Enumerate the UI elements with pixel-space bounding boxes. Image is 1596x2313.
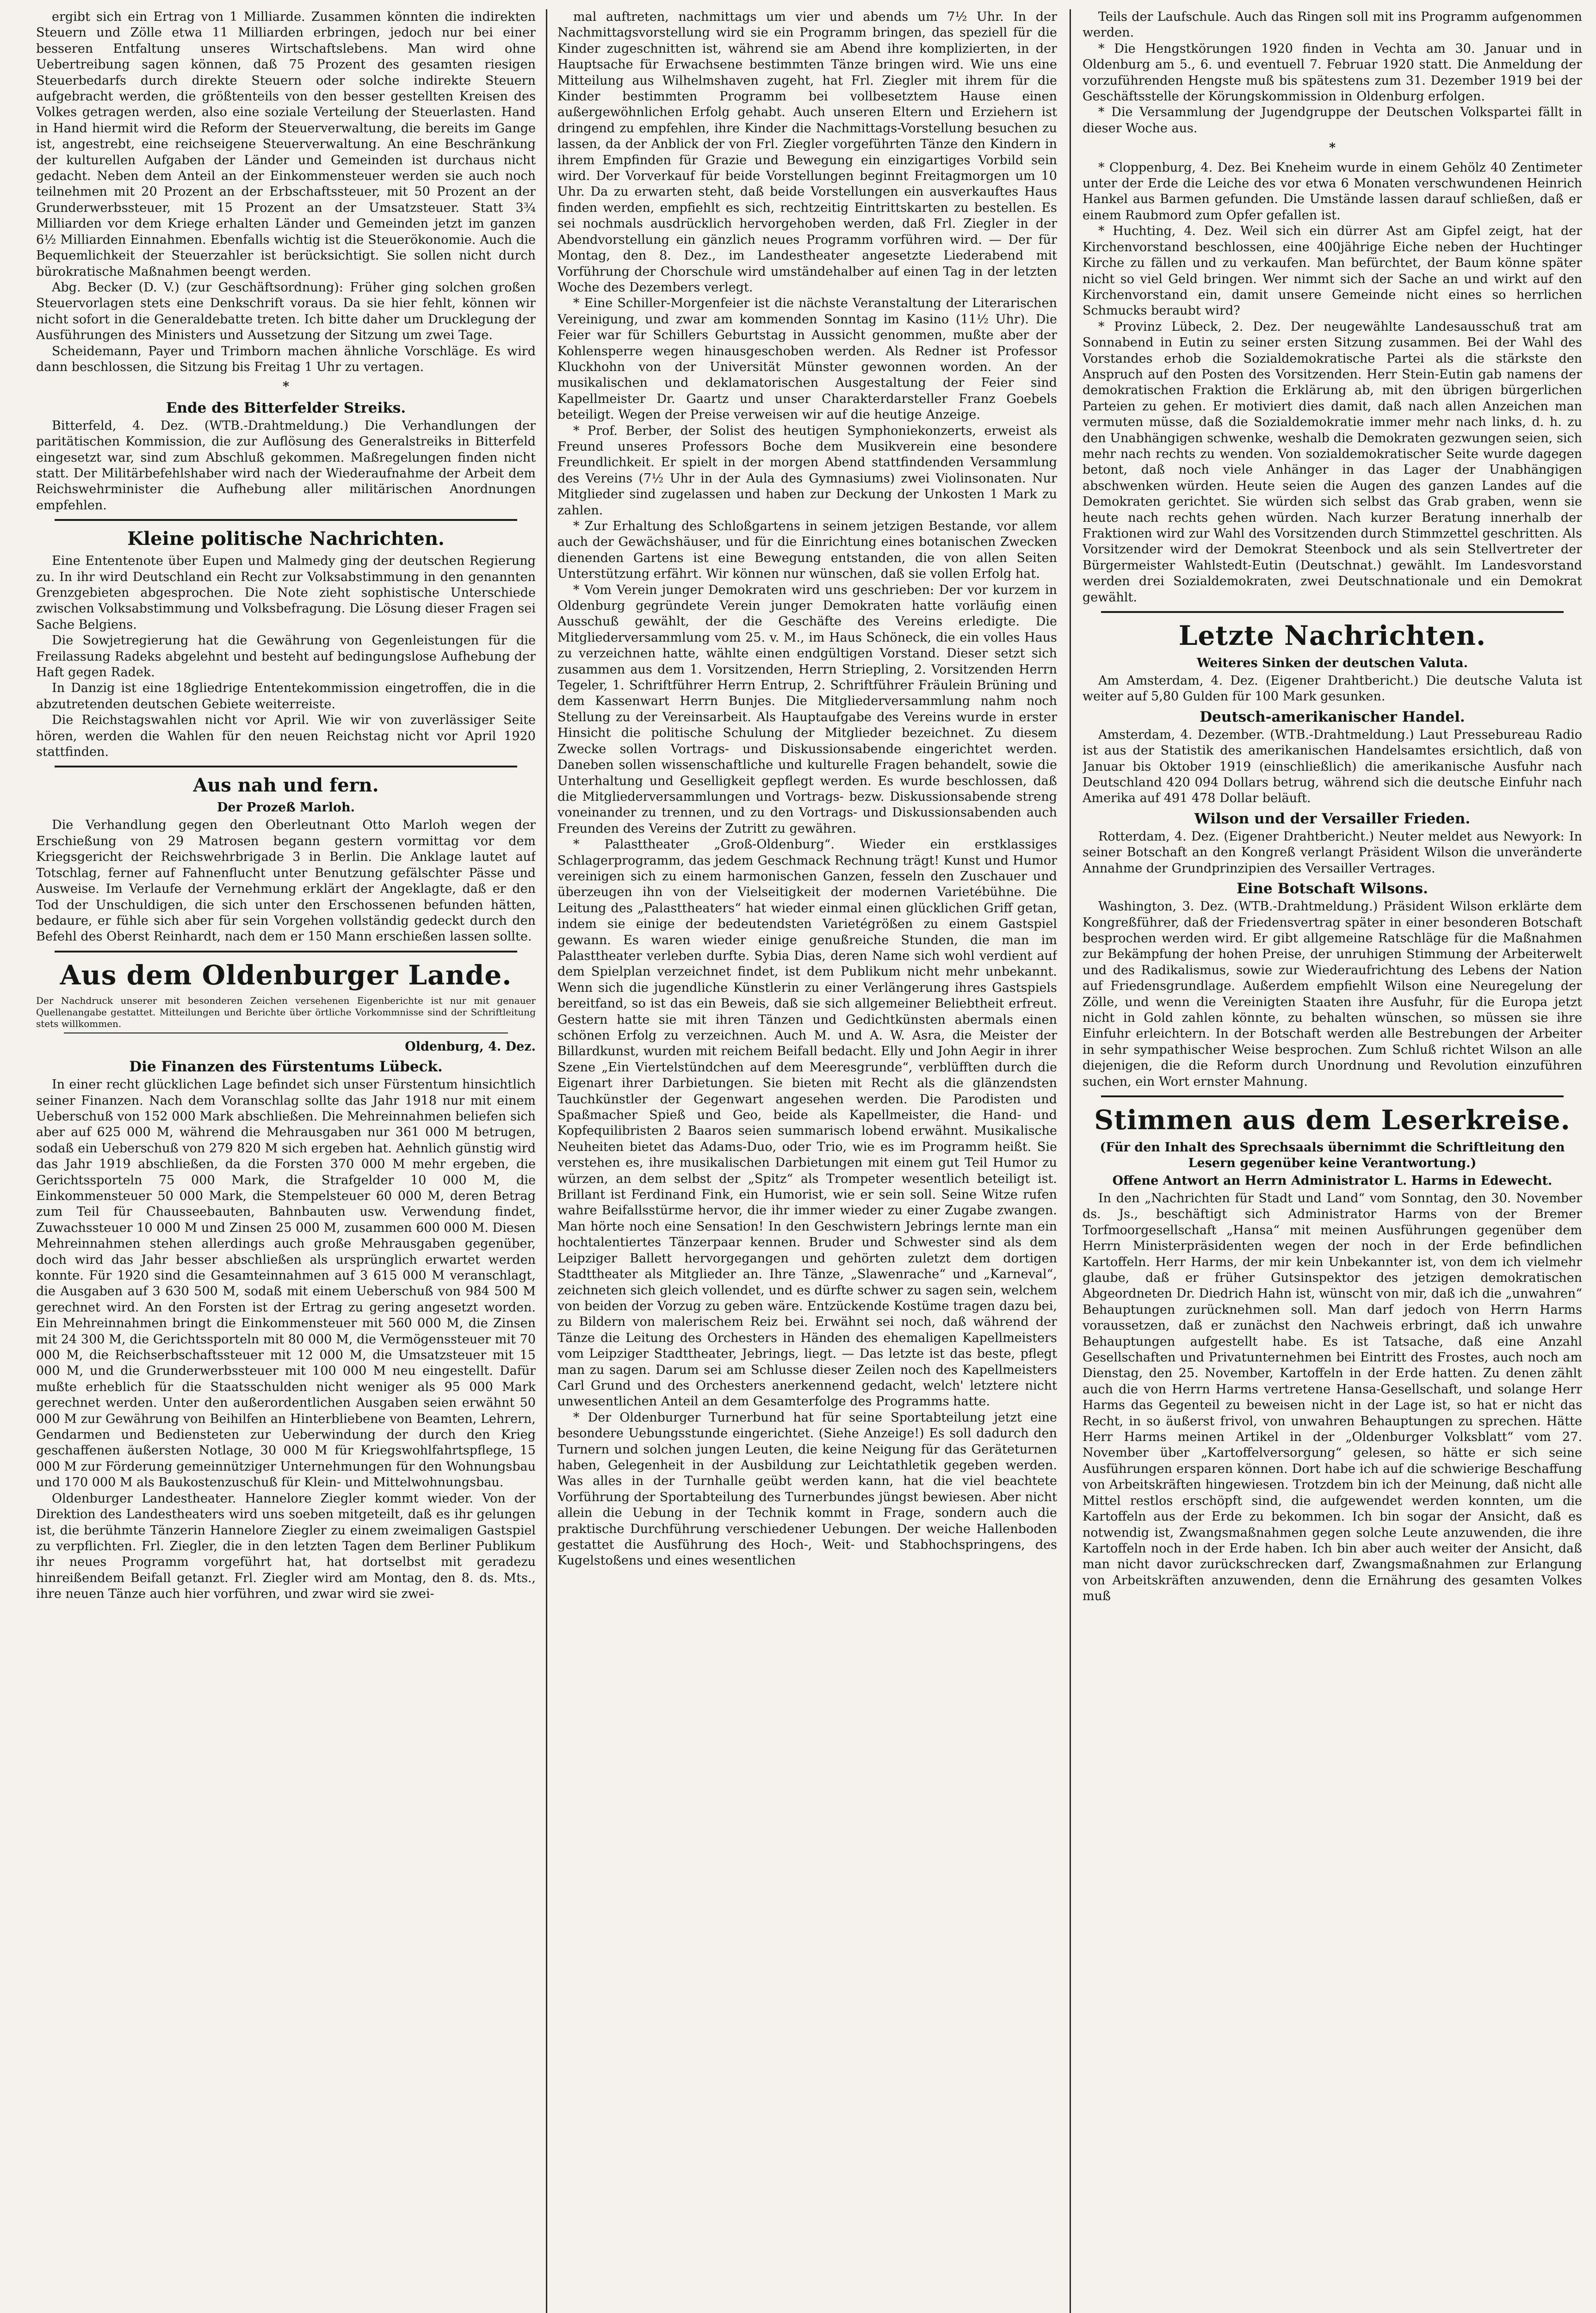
article-paragraph: Amsterdam, 4. Dezember. (WTB.-Drahtmeldung.) Laut Pressebureau Radio ist aus der Statistik des amerikanischen Handelsamtes ersichtlich, daß von Januar bis Oktober 1919 (einschließlich) die amerikanische Ausfuhr nach Deutschland 420 094 Dollars betrug, während sich die deutsche Einfuhr nach Amerika auf 491 478 Dollar beläuft.: [1083, 727, 1582, 806]
dateline: Oldenburg, 4. Dez.: [405, 1039, 536, 1054]
article-paragraph: Abg. Becker (D. V.) (zur Geschäftsordnung): Früher ging solchen großen Steuervorlagen stets eine Denkschrift voraus. Da sie hier fehlt, können wir nicht sofort in die Generaldebatte treten. Ich bitte daher um Drucklegung der Ausführungen des Ministers und Aussetzung der Sitzung um zwei Tage.: [36, 280, 536, 343]
headline-finanzen-luebeck: Die Finanzen des Fürstentums Lübeck.: [129, 1058, 443, 1076]
headline-kleine-nachrichten: Kleine politische Nachrichten.: [127, 528, 445, 550]
divider: [1101, 611, 1564, 613]
subheadline-valuta: Weiteres Sinken der deutschen Valuta.: [1196, 656, 1468, 671]
divider: [55, 519, 517, 521]
article-paragraph: In Danzig ist eine 18gliedrige Ententekommission eingetroffen, die in die abzutretenden deutschen Gebiete weiterreiste.: [36, 681, 536, 711]
article-paragraph: * Provinz Lübeck, 2. Dez. Der neugewählte Landesausschuß trat am Sonnabend in Eutin zu seiner ersten Sitzung zusammen. Bei der Wahl des Vorstandes erhob die Sozialdemokratische Partei als die stärkste den Anspruch auf den Posten des Vorsitzenden. Herr Stein-Eutin gab namens der demokratischen Fraktion die Erklärung ab, mit den übrigen bürgerlichen Parteien zu gehen. Er motiviert dies damit, daß nach allen Anzeichen man vermuten müsse, daß die Sozialdemokratie immer mehr nach links, d. h. zu den Unabhängigen schwenke, weshalb die Demokraten gezwungen seien, sich mehr nach rechts zu wenden. Von sozialdemokratischer Seite wurde dagegen betont, daß noch viele Anhänger in das Lager der Unabhängigen abschwenken würden. Heute seien die Augen des ganzen Landes auf die Demokraten gerichtet. Sie würden sich selbst das Grab graben, wenn sie heute nach rechts gehen würden. Nach kurzer Beratung innerhalb der Fraktionen wird zur Wahl des Vorsitzenden durch Stimmzettel geschritten. Als Vorsitzender wird der Demokrat Steenbock und als sein Stellvertreter der Bürgermeister Wahlstedt-Eutin (Deutschnat.) gewählt. Im Landesvorstand werden drei Sozialdemokraten, zwei Deutschnationale und ein Demokrat gewählt.: [1083, 319, 1582, 605]
article-paragraph: Scheidemann, Payer und Trimborn machen ähnliche Vorschläge. Es wird dann beschlossen, die Sitzung bis Freitag 1 Uhr zu vertagen.: [36, 344, 536, 374]
article-paragraph: In einer recht glücklichen Lage befindet sich unser Fürstentum hinsichtlich seiner Finanzen. Nach dem Voranschlag sollte das Jahr 1918 nur mit einem Ueberschuß von 152 000 Mark abschließen. Die Mehreinnahmen beliefen sich aber auf 625 000 M, während die Mehrausgaben nur 361 000 M betrugen, sodaß ein Ueberschuß von 279 820 M sich ergeben hat. Aehnlich günstig wird das Jahr 1919 abschließen, da die Forsten 370 000 M mehr ergeben, die Gerichtssporteln 75 000 Mark, die Strafgelder 10 000 M, die Einkommensteuer 50 000 Mark, die Stempelsteuer 60 000 M, deren Betrag zum Teil für Chausseebauten, Bahnbauten usw. Verwendung findet, Zuwachssteuer 10 000 M und Zinsen 25 000 M, zusammen 600 000 M. Diesen Mehreinnahmen stehen allerdings auch große Mehrausgaben gegenüber, doch wird das Jahr besser abschließen als ursprünglich erwartet werden konnte. Für 1920 sind die Gesamteinnahmen auf 3 615 000 M veranschlagt, die Ausgaben auf 3 630 500 M, sodaß mit einem Ueberschuß von 984 500 M gerechnet wird. An den Forsten ist der Ertrag zu gering angesetzt worden. Ein Mehreinnahmen bringt die Einkommensteuer mit 560 000 M, die Zinsen mit 24 300 M, die Gerichtssporteln mit 80 000 M, die Vermögenssteuer mit 70 000 M, die Reichserbschaftssteuer mit 12 000 M, die Umsatzsteuer mit 15 000 M, und die Grunderwerbssteuer mit 100 000 M neu eingestellt. Dafür mußte erheblich für die Staatsschulden nicht weniger als 95 000 Mark gerechnet werden. Unter den außerordentlichen Ausgaben seien erwähnt 50 000 M zur Gewährung von Beihilfen an Hinterbliebene von Beamten, Lehrern, Gendarmen und Bediensteten zur Ueberwindung der durch den Krieg geschaffenen äußersten Notlage, 30 000 M für Kriegswohlfahrtspflege, 15 000 M zur Förderung gemeinnütziger Unternehmungen für den Wohnungsbau und 170 000 M als Baukostenzuschuß für Klein- und Mittelwohnungsbau.: [36, 1077, 536, 1490]
article-paragraph: * Palasttheater „Groß-Oldenburg“. Wieder ein erstklassiges Schlagerprogramm, das jedem Geschmack Rechnung trägt! Kunst und Humor vereinigen sich zu einem harmonischen Ganzen, fesseln den Zuschauer und überzeugen ihn von der Vielseitigkeit der modernen Varietébühne. Die Leitung des „Palasttheaters“ hat wieder einmal einen glücklichen Griff getan, indem sie einige der bedeutendsten Varietégrößen zu einem Gastspiel gewann. Es waren wieder einige genußreiche Stunden, die man im Palasttheater verleben durfte. Sybia Dias, deren Name sich wohl verdient auf dem Spielplan verzeichnet findet, ist dem Publikum nicht mehr unbekannt. Wenn sich die jugendliche Künstlerin zu einer Verlängerung ihres Gastspiels bereitfand, so ist das ein Beweis, daß sie sich allgemeiner Beliebtheit erfreut. Gestern hatte sie mit ihren Tänzen und Gedichtkünsten abermals einen schönen Erfolg zu verzeichnen. Auch M. und A. W. Asra, die Meister der Billardkunst, wurden mit reichem Beifall bedacht. Elly und John Aegir in ihrer Szene „Ein Viertelstündchen auf dem Meeresgrunde“, verblüfften durch die Eigenart ihrer Darbietungen. Sie bieten mit Recht als die glänzendsten Tauchkünstler der Gegenwart angesehen werden. Die Parodisten und Spaßmacher Spieß und Geo, beide als Kapellmeister, die Hand- und Kopfequilibristen 2 Baaros seien summarisch lobend erwähnt. Musikalische Neuheiten bietet das Adams-Duo, oder Trio, wie es im Programm heißt. Sie verstehen es, ihre musikalischen Darbietungen mit einem gut Teil Humor zu würzen, an dem selbst der „Spitz“ als Trompeter wesentlich beteiligt ist. Brillant ist Ferdinand Fink, ein Humorist, wie er sein soll. Seine Witze rufen wahre Beifallsstürme hervor, die ihr immer wieder zu einer Zugabe zwangen. Man hörte noch eine Sensation! In den Geschwistern Jebrings lernte man ein hochtalentiertes Tänzerpaar kennen. Bruder und Schwester sind als dem Leipziger Ballett hervorgegangen und gehörten zuletzt dem dortigen Stadttheater als Mitglieder an. Ihre Tänze, „Slawenrache“ und „Karneval“, zeichneten sich gleich vollendet, und es dürfte schwer zu sagen sein, welchem von beiden der Vorzug zu geben wäre. Entzückende Kostüme tragen dazu bei, zu Bildern von malerischem Reiz bei. Erwähnt sei noch, daß während der Tänze die Leitung des Orchesters in Händen des ehemaligen Kapellmeisters vom Leipziger Stadttheater, Jebrings, liegt. — Das letzte ist das beste, pflegt man zu sagen. Darum sei am Schlusse dieser Zeilen noch des Kapellmeisters Carl Grund und des Orchesters anerkennend gedacht, welch' letztere nicht unwesentlichen Anteil an dem Gesamterfolge des Programms hatte.: [557, 837, 1057, 1409]
article-paragraph: In den „Nachrichten für Stadt und Land“ vom Sonntag, den 30. November ds. Js., beschäftigt sich Administrator Harms von der Bremer Torfmoorgesellschaft „Hansa“ mit meinen Ausführungen gegenüber dem Herrn Ministerpräsidenten wegen der noch in der Erde befindlichen Kartoffeln. Herr Harms, der mir kein Unbekannter ist, von dem ich vielmehr glaube, daß er früher Gutsinspektor des jetzigen demokratischen Abgeordneten Dr. Diedrich Hahn ist, wünscht von mir, daß ich die „unwahren“ Behauptungen zurücknehmen soll. Man darf jedoch von Herrn Harms voraussetzen, daß er zunächst den Nachweis erbringt, daß ich unwahre Behauptungen aufgestellt habe. Es ist Tatsache, daß eine Anzahl Gesellschaften und Privatunternehmen bei Eintritt des Frostes, auch noch am Dienstag, den 25. November, Kartoffeln in der Erde hatten. Zu denen zählt auch die von Herrn Harms vertretene Hansa-Gesellschaft, und solange Herr Harms das Gegenteil zu beweisen nicht in der Lage ist, so hat er nicht das Recht, in so äußerst frivol, von unwahren Behauptungen zu sprechen. Hätte Herr Harms meinen Artikel in der „Oldenburger Volksblatt“ vom 27. November über „Kartoffelversorgung“ gelesen, so hätte er sich seine Ausführungen ersparen können. Dort habe ich auf die schwierige Beschaffung von Arbeitskräften hingewiesen. Trotzdem bin ich der Meinung, daß nicht alle Mittel restlos erschöpft sind, die aufgewendet werden konnten, um die Kartoffeln aus der Erde zu bekommen. Ich bin sogar der Ansicht, daß es notwendig ist, Zwangsmaßnahmen gegen solche Leute anzuwenden, die ihre Kartoffeln noch in der Erde haben. Ich bin aber auch weiter der Ansicht, daß man nicht davor zurückschrecken darf, Zwangsmaßnahmen zur Erlangung von Arbeitskräften anzuwenden, denn die Ernährung des gesamten Volkes muß: [1083, 1191, 1582, 1604]
divider: [1101, 1095, 1564, 1097]
article-paragraph: Bitterfeld, 4. Dez. (WTB.-Drahtmeldung.) Die Verhandlungen der paritätischen Kommission, die zur Auflösung des Generalstreiks in Bitterfeld eingesetzt war, sind zum Abschluß gekommen. Maßregelungen finden nicht statt. Der Militärbefehlshaber wird nach der Wiederaufnahme der Arbeit dem Reichswehrminister die Aufhebung aller militärischen Anordnungen empfehlen.: [36, 418, 536, 513]
subheadline-handel: Deutsch-amerikanischer Handel.: [1200, 708, 1465, 725]
column-rule: [546, 9, 547, 2313]
article-paragraph: Washington, 3. Dez. (WTB.-Drahtmeldung.) Präsident Wilson erklärte dem Kongreßführer, daß der Friedensvertrag später in einer besonderen Botschaft besprochen werden wird. Er gibt allgemeine Ratschläge für die Maßnahmen zur Bekämpfung der hohen Preise, der unruhigen Stimmung der Arbeiterwelt und des Radikalismus, sowie zur Wiederaufrichtung des Lebens der Nation auf Friedensgrundlage. Außerdem empfiehlt Wilson eine Neuregelung der Zölle, und wenn die Vereinigten Staaten ihre Ausfuhr, für die Europa jetzt nicht in Gold zahlen könnte, zu behalten wünschen, so müssen sie ihre Einfuhr erleichtern. In der Botschaft werden alle Bestrebungen der Arbeiter in sehr sympathischer Weise besprochen. Zum Schluß richtet Wilson an alle diejenigen, die die Reform durch Unordnung und Revolution einzuführen suchen, ein Wort ernster Mahnung.: [1083, 899, 1582, 1089]
headline-bitterfeld: Ende des Bitterfelder Streiks.: [166, 399, 406, 416]
article-paragraph: Am Amsterdam, 4. Dez. (Eigener Drahtbericht.) Die deutsche Valuta ist weiter auf 5,80 Gulden für 100 Mark gesunken.: [1083, 674, 1582, 704]
subheadline-wilson-frieden: Wilson und der Versailler Frieden.: [1194, 810, 1471, 827]
subheadline-prozess-marloh: Der Prozeß Marloh.: [217, 800, 355, 815]
article-paragraph: * Prof. Berber, der Solist des heutigen Symphoniekonzerts, erweist als Freund unseres Professors Boche dem Musikverein eine besondere Freundlichkeit. Er spielt in der morgen Abend stattfindenden Versammlung des Vereins (7½ Uhr in der Aula des Gymnasiums) zwei Violinsonaten. Nur Mitglieder sind zugelassen und haben zur Deckung der Unkosten 1 Mark zu zahlen.: [557, 423, 1057, 518]
article-paragraph: Eine Ententenote über Eupen und Malmedy ging der deutschen Regierung zu. In ihr wird Deutschland ein Recht zur Volksabstimmung in den genannten Grenzgebieten abgesprochen. Die Note zieht sophistische Unterschiede zwischen Volksabstimmung und Volksbefragung. Die Lösung dieser Fragen sei Sache Belgiens.: [36, 554, 536, 632]
subheadline-botschaft-wilsons: Eine Botschaft Wilsons.: [1237, 880, 1428, 897]
article-paragraph: * Eine Schiller-Morgenfeier ist die nächste Veranstaltung der Literarischen Vereinigung, und zwar am kommenden Sonntag im Kasino (11½ Uhr). Die Feier war für Schillers Geburtstag in Aussicht genommen, mußte aber der Kohlensperre wegen hinausgeschoben werden. Als Redner ist Professor Kluckhohn von der Universität Münster gewonnen worden. An der musikalischen und deklamatorischen Ausgestaltung der Feier sind Kapellmeister Dr. Gaartz und unser Charakterdarsteller Franz Goebels beteiligt. Wegen der Preise verweisen wir auf die heutige Anzeige.: [557, 296, 1057, 422]
headline-aus-nah-und-fern: Aus nah und fern.: [193, 774, 379, 797]
subheadline-offene-antwort: Offene Antwort an Herrn Administrator L. Harms in Edewecht.: [1112, 1173, 1553, 1188]
article-paragraph: Teils der Laufschule. Auch das Ringen soll mit ins Programm aufgenommen werden.: [1083, 10, 1582, 40]
headline-letzte-nachrichten: Letzte Nachrichten.: [1178, 620, 1486, 652]
article-paragraph: ergibt sich ein Ertrag von 1 Milliarde. Zusammen könnten die indirekten Steuern und Zölle etwa 11 Milliarden erbringen, jedoch nur bei einer besseren Entfaltung unseres Wirtschaftslebens. Man wird ohne Uebertreibung sagen können, daß 75 Prozent des gesamten riesigen Steuerbedarfs durch direkte Steuern oder solche indirekte Steuern aufgebracht werden, die größtenteils von den besser gestellten Kreisen des Volkes getragen werden, also eine soziale Verteilung der Steuerlasten. Hand in Hand hiermit wird die Reform der Steuerverwaltung, die bereits im Gange ist, angestrebt, eine reichseigene Steuerverwaltung. An eine Beschränkung der kulturellen Aufgaben der Länder und Gemeinden ist durchaus nicht gedacht. Neben dem Anteil an der Einkommensteuer werden sie auch noch teilnehmen mit 20 Prozent an der Erbschaftssteuer, mit 50 Prozent an der Grunderwerbssteuer, mit 15 Prozent an der Umsatzsteuer. Statt 3¾ Milliarden vor dem Kriege erhalten Länder und Gemeinden jetzt im ganzen 6½ Milliarden Einnahmen. Ebenfalls wichtig ist die Steuerökonomie. Auch die Bequemlichkeit der Steuerzahler ist berücksichtigt. Sie sollen nicht durch bürokratische Maßnahmen beengt werden.: [36, 10, 536, 279]
article-paragraph: Die Reichstagswahlen nicht vor April. Wie wir von zuverlässiger Seite hören, werden die Wahlen für den neuen Reichstag nicht vor April 1920 stattfinden.: [36, 713, 536, 760]
column-rule: [1070, 9, 1071, 2313]
article-paragraph: * Die Versammlung der Jugendgruppe der Deutschen Volkspartei fällt in dieser Woche aus.: [1083, 105, 1582, 136]
article-paragraph: * Der Oldenburger Turnerbund hat für seine Sportabteilung jetzt eine besondere Uebungsstunde eingerichtet. (Siehe Anzeige!) Es soll dadurch den Turnern und solchen jungen Leuten, die keine Neigung für das Geräteturnen haben, Gelegenheit in der Ausbildung zur Leichtathletik gegeben werden. Was alles in der Turnhalle geübt werden kann, hat die viel beachtete Vorführung der Sportabteilung des Turnerbundes jüngst bewiesen. Aber nicht allein die Uebung in der Technik kommt in Frage, sondern auch die praktische Durchführung verschiedener Uebungen. Der weiche Hallenboden gestattet die Ausführung des Hoch-, Weit- und Stabhochspringens, des Kugelstoßens und eines wesentlichen: [557, 1410, 1057, 1568]
article-paragraph: * Zur Erhaltung des Schloßgartens in seinem jetzigen Bestande, vor allem auch der Gewächshäuser, und für die Einrichtung eines botanischen Zwecken dienenden Gartens ist eine Bewegung entstanden, die von allen Seiten Unterstützung erfährt. Wir können nur wünschen, daß sie vollen Erfolg hat.: [557, 519, 1057, 581]
article-paragraph: mal auftreten, nachmittags um vier und abends um 7½ Uhr. In der Nachmittagsvorstellung wird sie ein Programm bringen, das speziell für die Kinder zugeschnitten ist, während sie am Abend ihre komplizierten, in der Hauptsache für Erwachsene bestimmten Tänze bringen wird. Wie uns eine Mitteilung aus Wilhelmshaven zugeht, hat Frl. Ziegler mit ihrem für die Kinder bestimmten Programm bei vollbesetztem Hause einen außergewöhnlichen Erfolg gehabt. Auch unseren Eltern und Erziehern ist dringend zu empfehlen, ihre Kinder die Nachmittags-Vorstellung besuchen zu lassen, da der Anblick der von Frl. Ziegler vorgeführten Tänze den Kindern in ihrem Empfinden für Grazie und Bewegung ein einzigartiges Vorbild sein wird. Der Vorverkauf für beide Vorstellungen beginnt Freitagmorgen um 10 Uhr. Da zu erwarten steht, daß beide Vorstellungen ein ausverkauftes Haus finden werden, empfiehlt es sich, rechtzeitig Eintrittskarten zu bestellen. Es sei nochmals ausdrücklich hervorgehoben werden, daß Frl. Ziegler in der Abendvorstellung ein gänzlich neues Programm vorführen wird. — Der für Montag, den 8. Dez., im Landestheater angesetzte Liederabend mit Vorführung der Chorschule wird umständehalber auf einen Tag in der letzten Woche des Dezembers verlegt.: [557, 10, 1057, 295]
article-paragraph: Rotterdam, 4. Dez. (Eigener Drahtbericht.) Neuter meldet aus Newyork: In seiner Botschaft an den Kongreß verlangt Präsident Wilson die unveränderte Annahme der Grundprinzipien des Versailler Vertrages.: [1083, 829, 1582, 876]
section-separator: *: [1329, 141, 1336, 155]
article-paragraph: Die Verhandlung gegen den Oberleutnant Otto Marloh wegen der Erschießung von 29 Matrosen begann gestern vormittag vor dem Kriegsgericht der Reichswehrbrigade 3 in Berlin. Die Anklage lautet auf Totschlag, ferner auf Fahnenflucht unter Benutzung gefälschter Pässe und Ausweise. Im Verlaufe der Vernehmung erklärt der Angeklagte, daß er den Tod der Unschuldigen, die sich unter den Erschossenen befunden hätten, bedaure, er fühle sich aber für sein Vorgehen vollständig gedeckt durch den Befehl des Oberst Reinhardt, nach dem er 150 Mann erschießen lassen sollte.: [36, 818, 536, 944]
article-paragraph: Oldenburger Landestheater. Hannelore Ziegler kommt wieder. Von der Direktion des Landestheaters wird uns soeben mitgeteilt, daß es ihr gelungen ist, die berühmte Tänzerin Hannelore Ziegler zu einem zweimaligen Gastspiel zu verpflichten. Frl. Ziegler, die in den letzten Tagen dem Berliner Publikum ihr neues Programm vorgeführt hat, hat dortselbst mit geradezu hinreißendem Beifall getanzt. Frl. Ziegler wird am Montag, den 8. ds. Mts., ihre neuen Tänze auch hier vorführen, und zwar wird sie zwei-: [36, 1491, 536, 1602]
editorial-disclaimer: (Für den Inhalt des Sprechsaals übernimmt die Schriftleitung den Lesern gegenüber keine Verantwortung.): [1100, 1140, 1565, 1170]
divider: [55, 951, 517, 952]
column-3: [1083, 9, 1582, 2313]
column-1: [36, 9, 536, 2313]
article-paragraph: * Cloppenburg, 4. Dez. Bei Kneheim wurde in einem Gehölz 40 Zentimeter unter der Erde die Leiche des vor etwa 6 Monaten verschwundenen Heinrich Hankel aus Barmen gefunden. Die Umstände lassen darauf schließen, daß er einem Raubmord zum Opfer gefallen ist.: [1083, 160, 1582, 223]
article-paragraph: Die Sowjetregierung hat die Gewährung von Gegenleistungen für die Freilassung Radeks abgelehnt und besteht auf bedingungslose Aufhebung der Haft gegen Radek.: [36, 633, 536, 680]
article-paragraph: * Vom Verein junger Demokraten wird uns geschrieben: Der vor kurzem in Oldenburg gegründete Verein junger Demokraten hatte vorläufig einen Ausschuß gewählt, der die Geschäfte des Vereins erledigte. Die Mitgliederversammlung vom 25. v. M., im Haus Schöneck, die ein volles Haus zu verzeichnen hatte, wählte einen endgültigen Vorstand. Dieser setzt sich zusammen aus dem 1. Vorsitzenden, Herrn Striepling, 2. Vorsitzenden Herrn Tegeler, 1. Schriftführer Herrn Entrup, 2. Schriftführer Fräulein Brüning und dem Kassenwart Herrn Bunjes. Die Mitgliederversammlung nahm noch Stellung zu der Vereinsarbeit. Als Hauptaufgabe des Vereins wurde in erster Hinsicht die politische Schulung der Mitglieder bezeichnet. Zu diesem Zwecke sollen Vortrags- und Diskussionsabende eingerichtet werden. Daneben sollen wissenschaftliche und kulturelle Fragen behandelt, sowie die Unterhaltung und Geselligkeit gepflegt werden. Es wurde beschlossen, daß die Mitgliederversammlungen und Vortrags- bezw. Diskussionsabende streng voneinander zu trennen, und zu den Vortrags- und Diskussionsabenden auch Freunden des Vereins der Zutritt zu gewähren.: [557, 582, 1057, 836]
headline-stimmen-leserkreise: Stimmen aus dem Leserkreise.: [1094, 1104, 1571, 1136]
article-paragraph: * Die Hengstkörungen 1920 finden in Vechta am 30. Januar und in Oldenburg am 5., 6. und eventuell 7. Februar 1920 statt. Die Anmeldung der vorzuführenden Hengste muß bis spätestens zum 31. Dezember 1919 bei der Geschäftsstelle der Körungskommission in Oldenburg erfolgen.: [1083, 41, 1582, 104]
headline-oldenburger-lande: Aus dem Oldenburger Lande.: [60, 959, 512, 991]
divider: [55, 766, 517, 767]
column-2: [557, 9, 1057, 2313]
section-separator: *: [282, 379, 290, 394]
reprint-notice: Der Nachdruck unserer mit besonderen Zeichen versehenen Eigenberichte ist nur mit genauer Quellenangabe gestattet. Mitteilungen und Berichte über örtliche Vorkommnisse sind der Schriftleitung stets willkommen.: [36, 995, 536, 1029]
article-paragraph: * Huchting, 4. Dez. Weil sich ein dürrer Ast am Gipfel zeigt, hat der Kirchenvorstand beschlossen, eine 400jährige Eiche neben der Huchtinger Kirche zu fällen und zu verkaufen. Man befürchtet, der Baum könne später nicht so viel Geld bringen. Wer nimmt sich der Sache an und wirkt auf den Kirchenvorstand ein, damit unsere Gemeinde nicht eines so herrlichen Schmucks beraubt wird?: [1083, 224, 1582, 318]
